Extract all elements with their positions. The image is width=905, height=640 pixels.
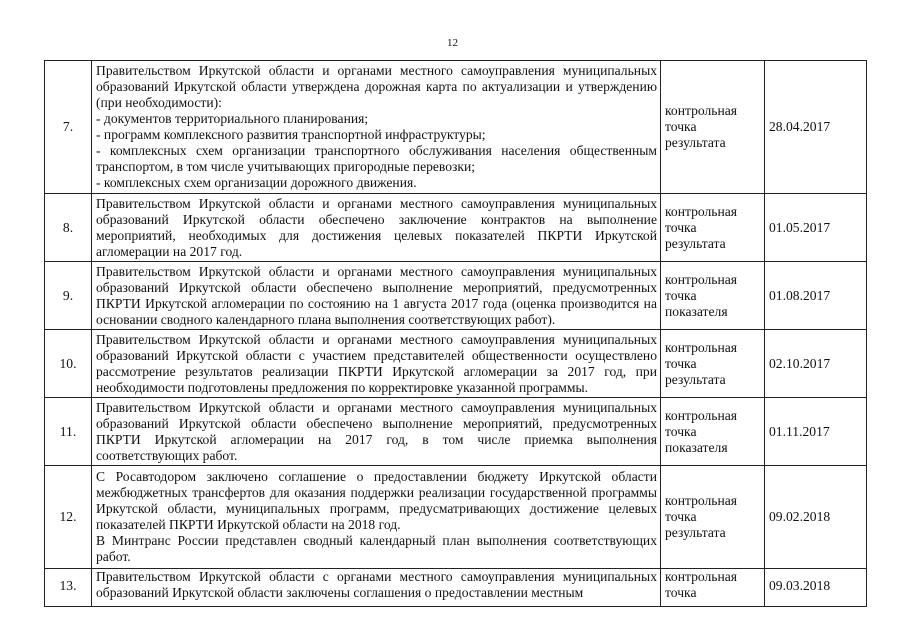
point-type-line: точка <box>665 119 697 134</box>
row-description <box>92 330 661 398</box>
table-row <box>45 466 867 569</box>
point-type-line: результата <box>665 525 726 540</box>
point-date: 01.05.2017 <box>765 194 867 262</box>
point-date: 01.11.2017 <box>765 398 867 466</box>
point-type-line: контрольная <box>665 271 738 287</box>
point-type-line: контрольная <box>665 493 738 508</box>
point-date: 09.03.2018 <box>765 569 867 607</box>
description-paragraph: Правительством Иркутской области с органами местного самоуправления муниципальных образований Иркутской области заключены соглашения о предоставлении местным <box>96 569 657 600</box>
point-type-line: результата <box>665 235 726 251</box>
point-type <box>661 466 765 569</box>
description-paragraph: В Минтранс России представлен сводный календарный план выполнения соответствующих работ. <box>96 533 657 564</box>
description-list-item: - документов территориального планирования; <box>96 111 369 126</box>
row-number: 8. <box>45 194 92 262</box>
table-row <box>45 61 867 194</box>
control-points-table <box>44 60 867 607</box>
point-type-line: точка <box>665 423 697 439</box>
point-type <box>661 569 765 607</box>
description-list-item: - комплексных схем организации дорожного движения. <box>96 175 417 190</box>
row-description <box>92 398 661 466</box>
point-type-line: точка <box>665 355 697 371</box>
point-type-line: точка <box>665 585 697 600</box>
row-number: 12. <box>45 466 92 569</box>
point-type-line: контрольная <box>665 103 738 118</box>
row-description <box>92 262 661 330</box>
point-date: 28.04.2017 <box>765 61 867 194</box>
point-type <box>661 398 765 466</box>
point-date: 01.08.2017 <box>765 262 867 330</box>
point-type-line: контрольная <box>665 407 738 423</box>
table-row <box>45 398 867 466</box>
point-type-line: показателя <box>665 439 728 455</box>
description-list-item: - комплексных схем организации транспортного обслуживания населения общественным транспортом, в том числе учитывающих пригородные перевозки; <box>96 143 657 174</box>
table-row <box>45 194 867 262</box>
row-description <box>92 569 661 607</box>
table-row <box>45 330 867 398</box>
point-type-line: результата <box>665 371 726 387</box>
point-type <box>661 61 765 194</box>
point-type-line: точка <box>665 219 697 235</box>
point-type-line: контрольная <box>665 569 738 584</box>
point-type-line: показателя <box>665 303 728 319</box>
point-type-line: контрольная <box>665 203 738 219</box>
description-paragraph: Правительством Иркутской области и органами местного самоуправления муниципальных образований Иркутской области утверждена дорожная карта по актуализации и утверждению (при необходимости): <box>96 63 657 110</box>
row-number: 9. <box>45 262 92 330</box>
description-paragraph: Правительством Иркутской области и органами местного самоуправления муниципальных образований Иркутской области обеспечено выполнение мероприятий, предусмотренных ПКРТИ Иркутской агломерации на 2017 год, в том числе приемка выполнения соответствующих работ. <box>96 399 657 463</box>
point-type-line: точка <box>665 287 697 303</box>
description-paragraph: С Росавтодором заключено соглашение о предоставлении бюджету Иркутской области межбюджетных трансфертов для оказания поддержки реализации государственной программы Иркутской области, муниципальных программ, предусматривающих достижение целевых показателей ПКРТИ Иркутской области на 2018 год. <box>96 469 657 532</box>
row-description <box>92 61 661 194</box>
point-type <box>661 330 765 398</box>
row-number: 11. <box>45 398 92 466</box>
point-type-line: точка <box>665 509 697 524</box>
point-type <box>661 194 765 262</box>
description-paragraph: Правительством Иркутской области и органами местного самоуправления муниципальных образований Иркутской области обеспечено выполнение мероприятий, предусмотренных ПКРТИ Иркутской агломерации по состоянию на 1 августа 2017 года (оценка производится на основании сводного календарного плана выполнения соответствующих работ). <box>96 263 657 327</box>
point-type-line: контрольная <box>665 339 738 355</box>
row-number: 7. <box>45 61 92 194</box>
description-paragraph: Правительством Иркутской области и органами местного самоуправления муниципальных образований Иркутской области с участием представителей общественности осуществлено рассмотрение результатов реализации ПКРТИ Иркутской агломерации за 2017 год, при необходимости подготовлены предложения по корректировке указанной программы. <box>96 331 657 395</box>
row-number: 13. <box>45 569 92 607</box>
description-paragraph: Правительством Иркутской области и органами местного самоуправления муниципальных образований Иркутской области обеспечено заключение контрактов на выполнение мероприятий, необходимых для достижения целевых показателей ПКРТИ Иркутской агломерации на 2017 год. <box>96 195 657 259</box>
row-number: 10. <box>45 330 92 398</box>
row-description <box>92 466 661 569</box>
table-row <box>45 262 867 330</box>
point-type <box>661 262 765 330</box>
point-date: 02.10.2017 <box>765 330 867 398</box>
row-description <box>92 194 661 262</box>
page-number: 12 <box>447 37 458 49</box>
point-type-line: результата <box>665 135 726 150</box>
table-row <box>45 569 867 607</box>
description-list-item: - программ комплексного развития транспортной инфраструктуры; <box>96 127 486 142</box>
point-date: 09.02.2018 <box>765 466 867 569</box>
